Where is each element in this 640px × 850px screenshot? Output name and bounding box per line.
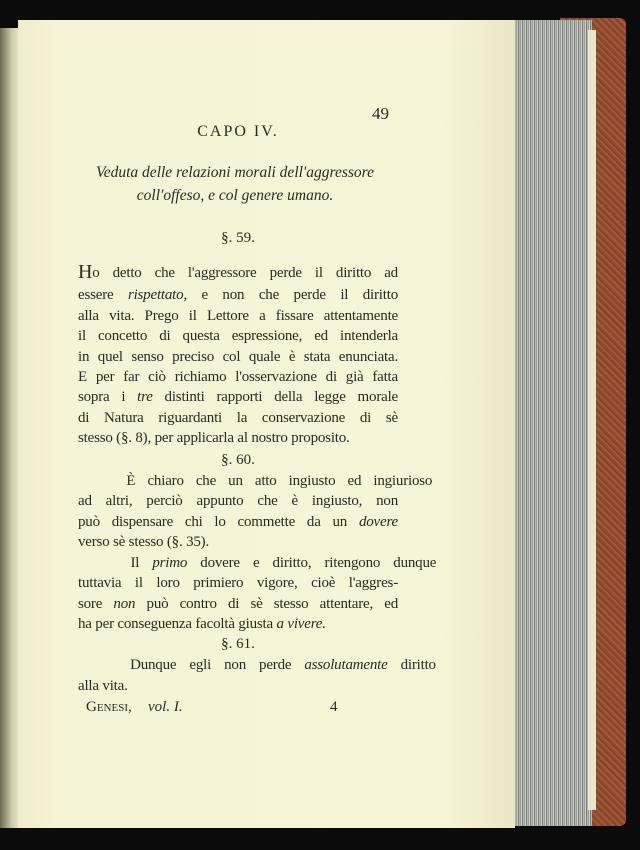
emphasis-text: primo bbox=[152, 555, 188, 571]
text-segment: essere bbox=[78, 287, 128, 303]
text-segment: stesso (§. 8), per applicarla al nostro proposito. bbox=[78, 430, 350, 446]
text-segment: ad altri, perciò appunto che è ingiusto, non bbox=[78, 493, 398, 509]
text-segment: in quel senso preciso col quale è stata enunciata. bbox=[78, 349, 398, 365]
emphasis-text: a vivere. bbox=[276, 616, 326, 632]
section-heading: §. 61. bbox=[221, 636, 255, 652]
drop-initial: H bbox=[78, 261, 93, 283]
text-segment: E per far ciò richiamo l'osservazione di già fatta bbox=[78, 369, 398, 385]
text-segment: il concetto di questa espressione, ed intenderla bbox=[78, 328, 398, 344]
text-segment: di Natura riguardanti la conservazione di sè bbox=[78, 410, 398, 426]
chapter-heading: CAPO IV. bbox=[197, 123, 279, 140]
emphasis-text: non bbox=[113, 596, 136, 612]
text-segment: distinti rapporti della legge morale bbox=[152, 389, 398, 405]
text-segment: può contro di sè stesso attentare, ed bbox=[135, 596, 398, 612]
page-edge-strip bbox=[588, 30, 596, 810]
text-segment: Il bbox=[78, 555, 153, 571]
text-segment: può dispensare chi lo commette da un bbox=[78, 514, 359, 530]
footer-volume: vol. I. bbox=[148, 699, 183, 715]
chapter-subtitle-line: Veduta delle relazioni morali dell'aggressore bbox=[96, 164, 374, 181]
text-segment: o detto che l'aggressore perde il diritto ad bbox=[92, 265, 398, 281]
page-edges bbox=[512, 20, 592, 826]
text-segment: sopra i bbox=[78, 389, 138, 405]
page-number: 49 bbox=[372, 104, 389, 123]
footer-book-title: Genesi , bbox=[86, 698, 132, 716]
text-segment: alla vita. bbox=[78, 678, 128, 694]
text-segment: dovere e diritto, ritengono dunque bbox=[187, 555, 437, 571]
emphasis-text: tre bbox=[137, 389, 153, 405]
text-segment: Dunque egli non perde bbox=[78, 657, 305, 673]
text-segment: , e non che perde il diritto bbox=[183, 287, 398, 303]
text-segment: ha per conseguenza facoltà giusta bbox=[78, 616, 277, 632]
left-page-edge bbox=[0, 28, 20, 828]
text-segment: tuttavia il loro primiero vigore, cioè l'aggres- bbox=[78, 575, 398, 591]
signature-mark: 4 bbox=[330, 699, 338, 715]
emphasis-text: rispettato bbox=[127, 287, 184, 303]
text-segment: verso sè stesso (§. 35). bbox=[78, 534, 210, 550]
chapter-subtitle-line: coll'offeso, e col genere umano. bbox=[136, 187, 334, 204]
text-segment: sore bbox=[78, 596, 114, 612]
section-heading: §. 59. bbox=[221, 230, 255, 246]
emphasis-text: dovere bbox=[358, 514, 398, 530]
text-segment: diritto bbox=[387, 657, 436, 673]
emphasis-text: assolutamente bbox=[304, 657, 388, 673]
section-heading: §. 60. bbox=[221, 452, 255, 468]
text-segment: alla vita. Prego il Lettore a fissare attentamente bbox=[78, 308, 398, 324]
text-segment: È chiaro che un atto ingiusto ed ingiurioso bbox=[78, 473, 433, 489]
